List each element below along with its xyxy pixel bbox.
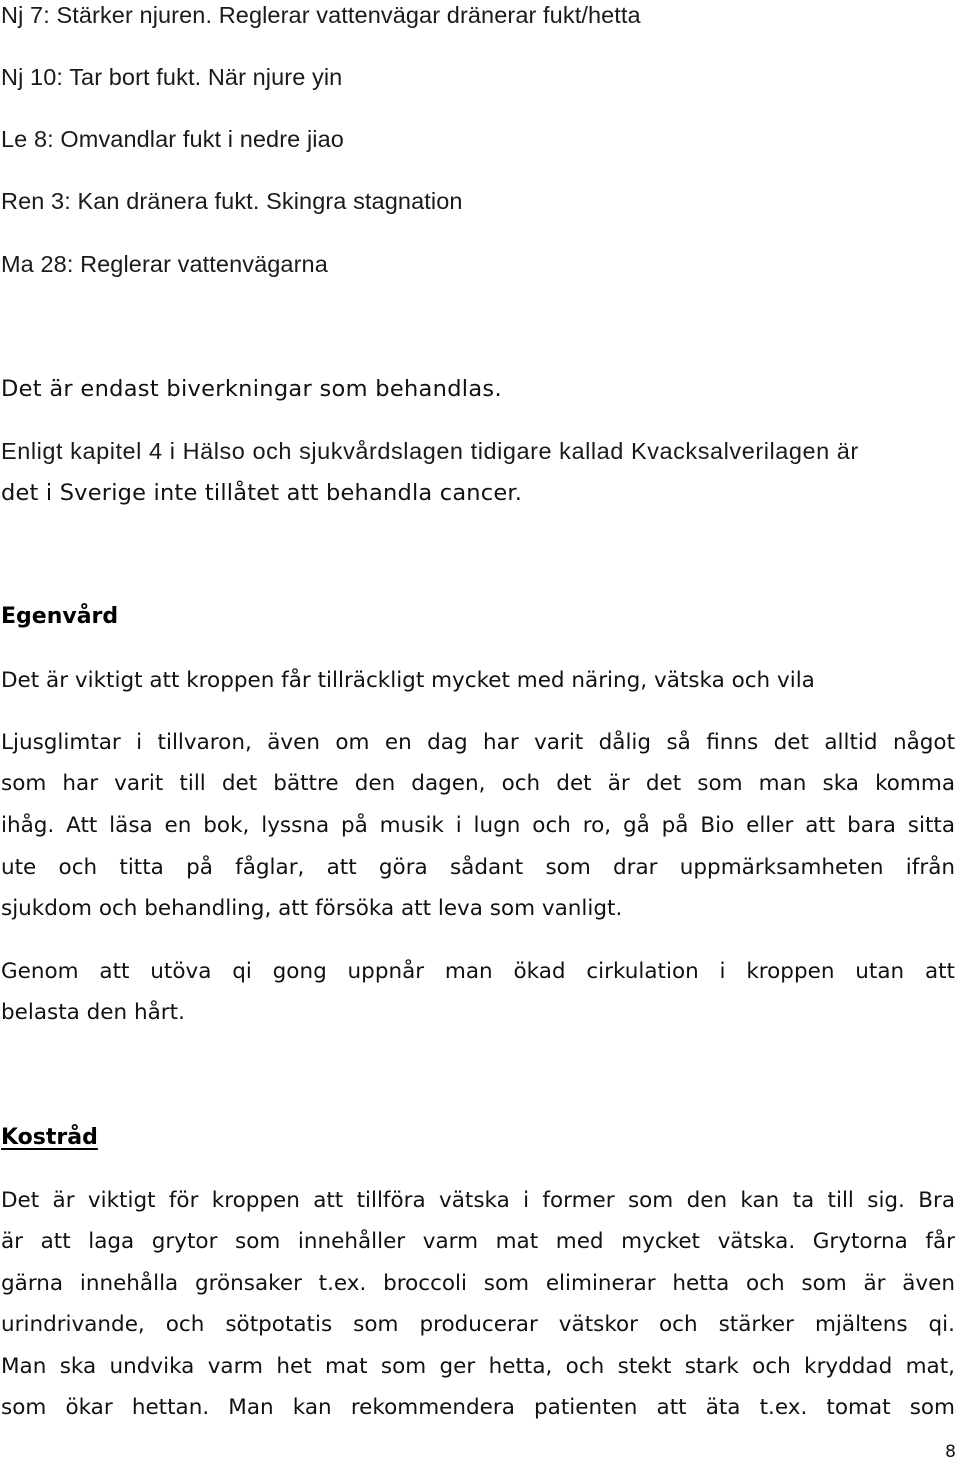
egenvard-paragraph-2-line-1: Ljusglimtar i tillvaron, även om en dag har varit dålig så finns det alltid något (1, 730, 955, 755)
kostrad-line-3: gärna innehålla grönsaker t.ex. broccoli som eliminerar hetta och som är även (1, 1271, 955, 1296)
kostrad-line-2: är att laga grytor som innehåller varm mat med mycket vätska. Grytorna får (1, 1229, 955, 1254)
egenvard-paragraph-2-line-3: ihåg. Att läsa en bok, lyssna på musik i lugn och ro, gå på Bio eller att bara sitta (1, 813, 955, 838)
egenvard-paragraph-2-line-4: ute och titta på fåglar, att göra sådant som drar uppmärksamheten ifrån (1, 855, 955, 880)
acupoint-ma28: Ma 28: Reglerar vattenvägarna (1, 251, 328, 277)
acupoint-nj7: Nj 7: Stärker njuren. Reglerar vattenvägar dränerar fukt/hetta (1, 2, 641, 28)
kostrad-line-6: som ökar hettan. Man kan rekommendera patienten att äta t.ex. tomat som (1, 1395, 955, 1420)
kostrad-line-1: Det är viktigt för kroppen att tillföra vätska i former som den kan ta till sig. Bra (1, 1188, 955, 1213)
egenvard-paragraph-3-line-1: Genom att utöva qi gong uppnår man ökad cirkulation i kroppen utan att (1, 959, 955, 984)
page-number: 8 (945, 1442, 956, 1462)
egenvard-paragraph-1: Det är viktigt att kroppen får tillräckligt mycket med näring, vätska och vila (1, 668, 815, 693)
law-note-line-2: det i Sverige inte tillåtet att behandla cancer. (1, 480, 523, 506)
egenvard-paragraph-3-line-2: belasta den hårt. (1, 1000, 185, 1025)
section-heading-egenvard: Egenvård (1, 604, 119, 629)
egenvard-paragraph-2-line-5: sjukdom och behandling, att försöka att leva som vanligt. (1, 896, 623, 921)
kostrad-line-5: Man ska undvika varm het mat som ger hetta, och stekt stark och kryddad mat, (1, 1354, 955, 1379)
side-effects-note: Det är endast biverkningar som behandlas. (1, 376, 502, 402)
acupoint-nj10: Nj 10: Tar bort fukt. När njure yin (1, 64, 343, 90)
law-note-line-1: Enligt kapitel 4 i Hälso och sjukvårdslagen tidigare kallad Kvacksalverilagen är (1, 438, 859, 464)
kostrad-line-4: urindrivande, och sötpotatis som producerar vätskor och stärker mjältens qi. (1, 1312, 955, 1337)
section-heading-kostrad: Kostråd (1, 1125, 98, 1150)
acupoint-le8: Le 8: Omvandlar fukt i nedre jiao (1, 126, 344, 152)
egenvard-paragraph-2-line-2: som har varit till det bättre den dagen, och det är det som man ska komma (1, 771, 955, 796)
acupoint-ren3: Ren 3: Kan dränera fukt. Skingra stagnation (1, 188, 463, 214)
